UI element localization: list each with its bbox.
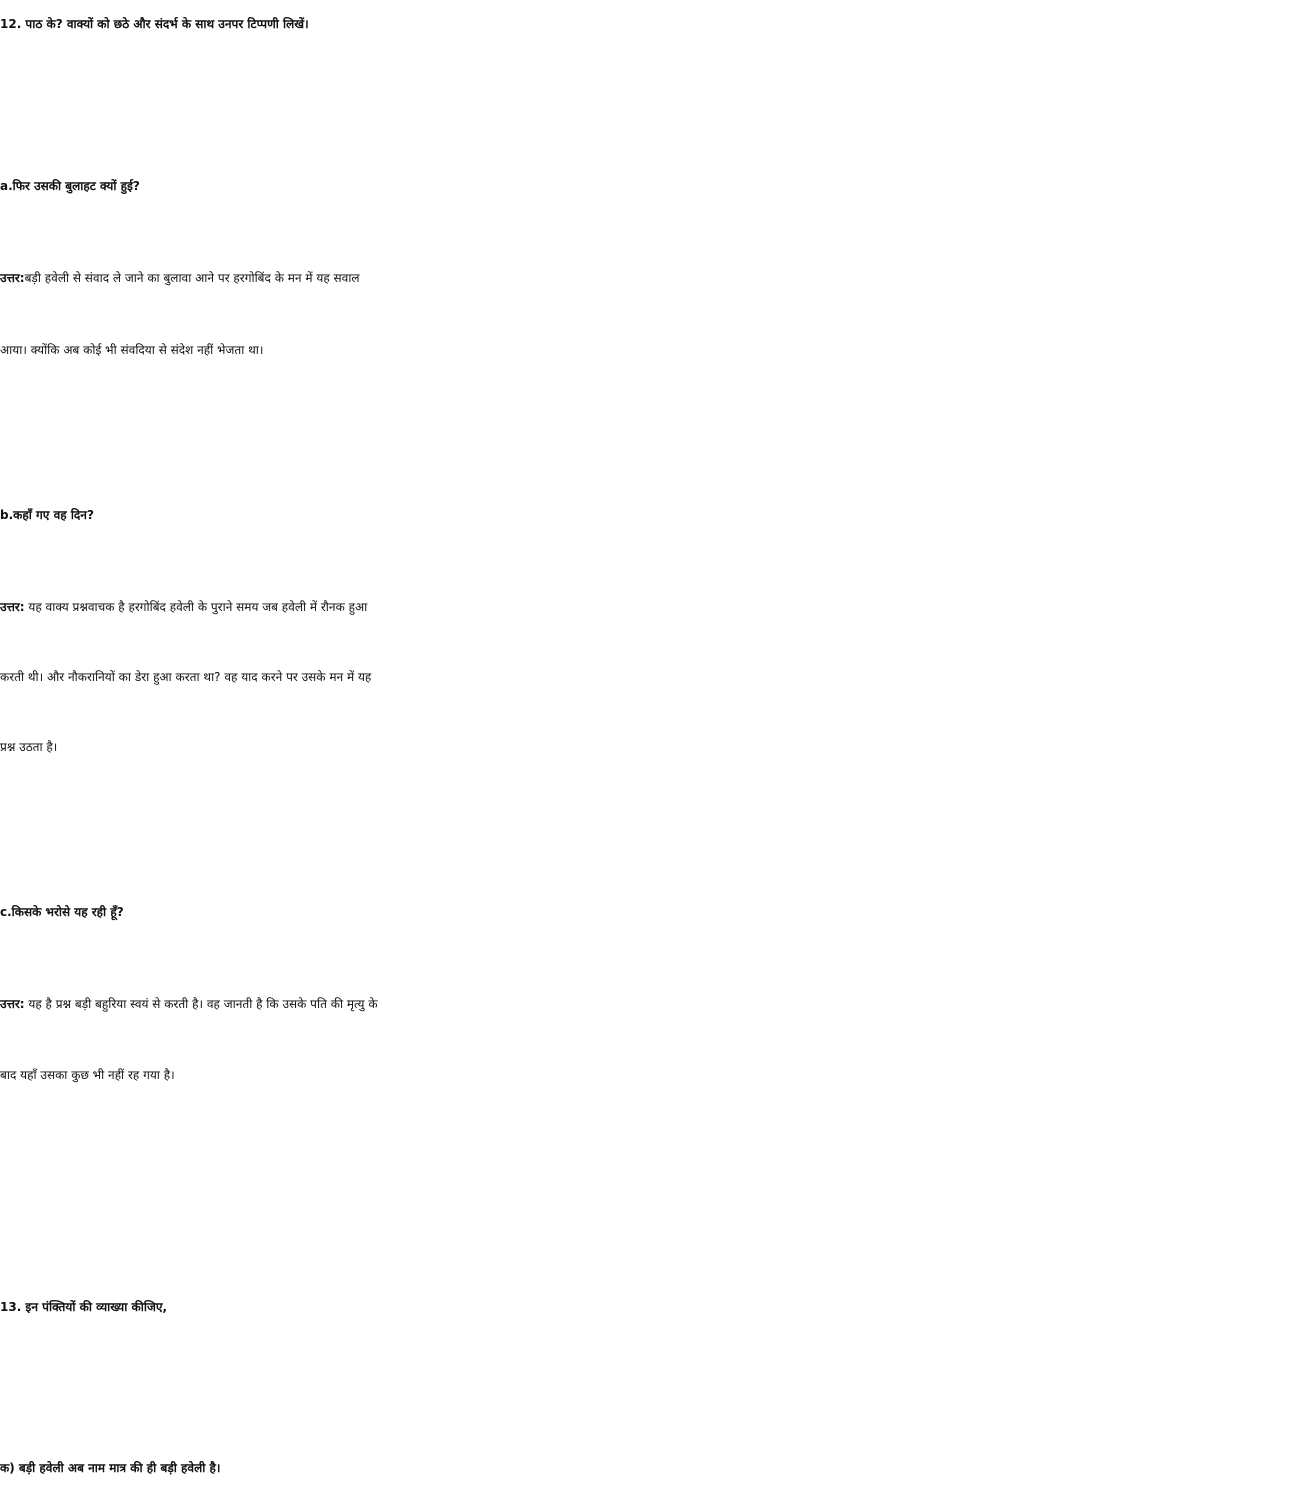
answer-12a-line-2: आया। क्योंकि अब कोई भी संवदिया से संदेश नहीं भेजता था। xyxy=(0,343,264,357)
answer-label: उत्तर: xyxy=(0,600,25,614)
answer-text: यह है प्रश्न बड़ी बहुरिया स्वयं से करती है। वह जानती है कि उसके पति की मृत्यु के xyxy=(24,997,378,1011)
answer-12c-line-2: बाद यहाँ उसका कुछ भी नहीं रह गया है। xyxy=(0,1068,175,1082)
answer-text: यह वाक्य प्रश्नवाचक है हरगोबिंद हवेली के पुराने समय जब हवेली में रौनक हुआ xyxy=(24,600,368,614)
answer-12b-line-3: प्रश्न उठता है। xyxy=(0,740,58,754)
answer-12c-line-1 xyxy=(0,982,1302,1026)
question-12b: b.कहाँ गए वह दिन? xyxy=(0,508,94,522)
question-12-heading: 12. पाठ के? वाक्यों को छठे और संदर्भ के साथ उनपर टिप्पणी लिखें। xyxy=(0,17,309,31)
answer-12b-line-2: करती थी। और नौकरानियों का डेरा हुआ करता था? वह याद करने पर उसके मन में यह xyxy=(0,670,372,684)
question-13-ka: क) बड़ी हवेली अब नाम मात्र की ही बड़ी हवेली है। xyxy=(0,1461,221,1475)
question-12a: a.फिर उसकी बुलाहट क्यों हुई? xyxy=(0,179,140,193)
answer-label: उत्तर: xyxy=(0,997,25,1011)
answer-12b-line-1 xyxy=(0,585,1302,629)
question-12c: c.किसके भरोसे यह रही हूँ? xyxy=(0,905,124,919)
question-13-heading: 13. इन पंक्तियों की व्याख्या कीजिए, xyxy=(0,1300,168,1314)
answer-12a-line-1 xyxy=(0,256,1302,300)
answer-text: बड़ी हवेली से संवाद ले जाने का बुलावा आने पर हरगोबिंद के मन में यह सवाल xyxy=(24,271,360,285)
answer-label: उत्तर: xyxy=(0,271,25,285)
